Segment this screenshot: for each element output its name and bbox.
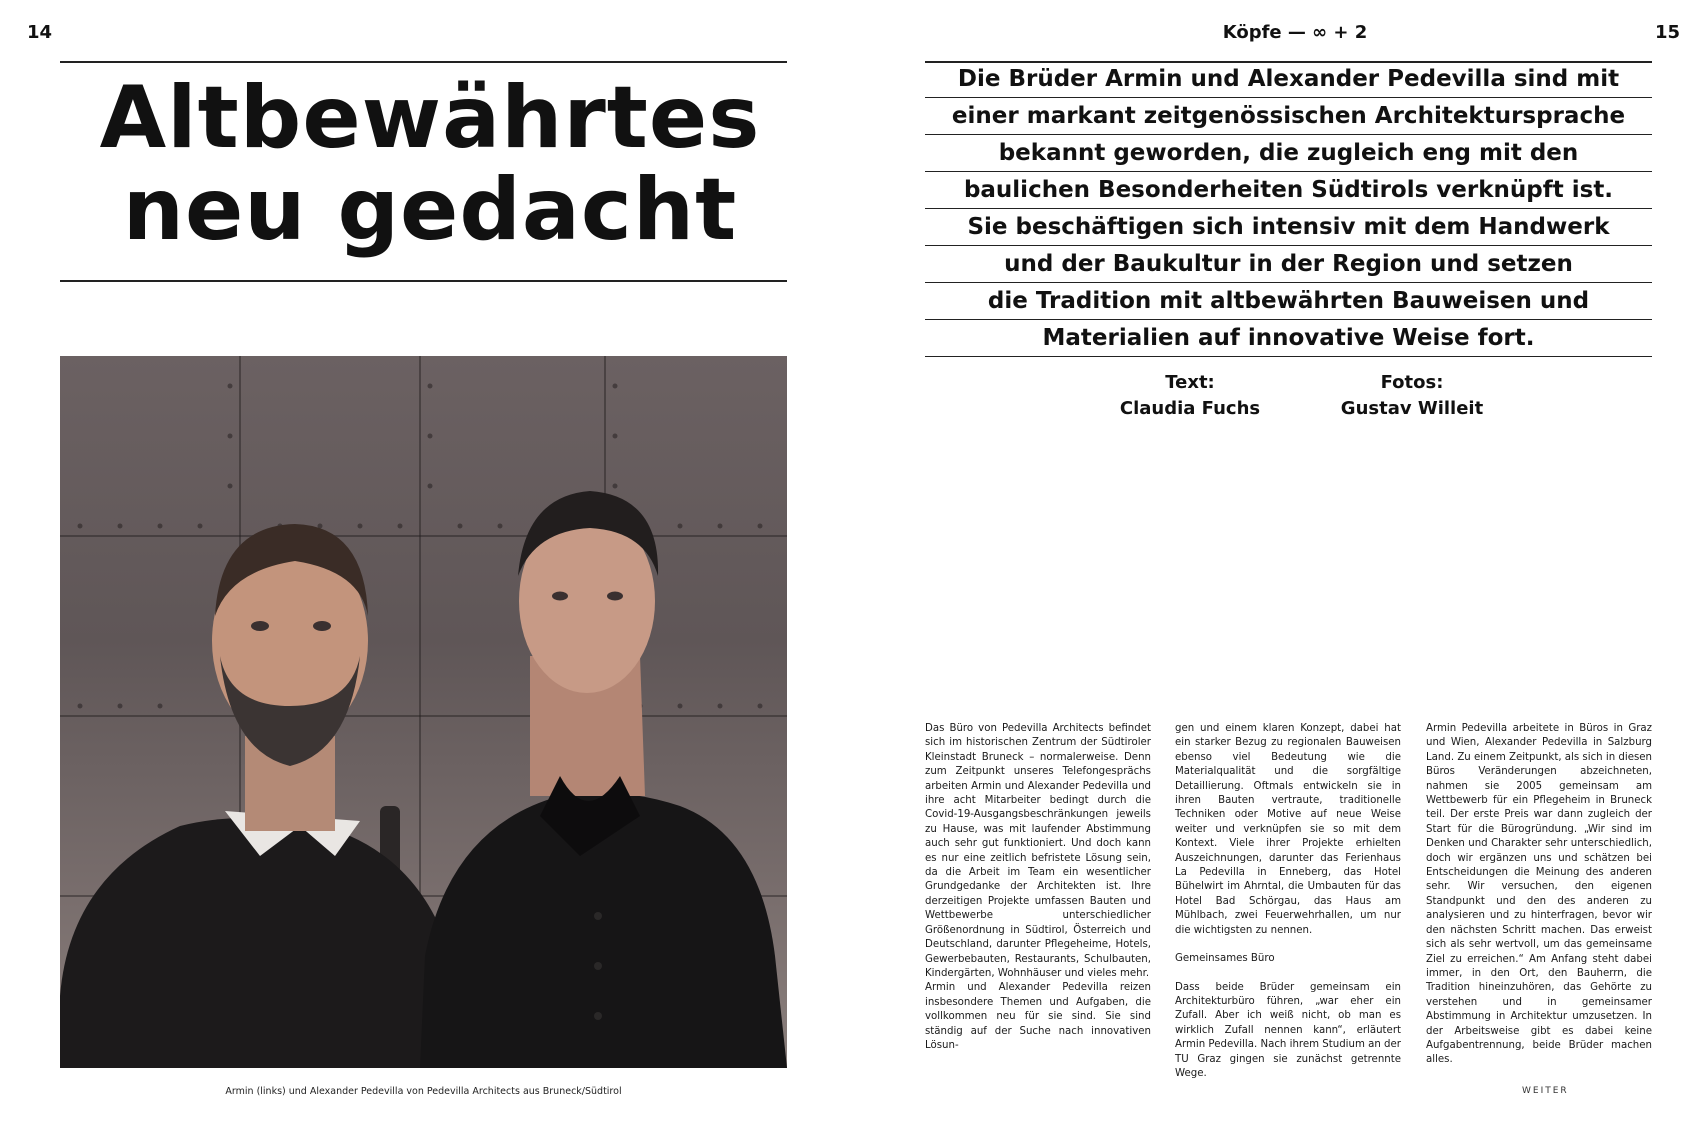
body-paragraph: Dass beide Brüder gemeinsam ein Architekturbüro führen, „war eher ein Zufall. Aber ich weiß nicht, ob man es wirklich Zufall nennen kann“, erläutert Armin Pedevilla. Nach ihrem Studium an der TU Graz gingen sie zunächst getrennte Wege. [1175, 981, 1401, 1079]
photo-caption: Armin (links) und Alexander Pedevilla von Pedevilla Architects aus Bruneck/Südtirol [225, 1086, 622, 1097]
running-head: Köpfe — ∞ + 2 [1222, 22, 1368, 43]
text-credit [1070, 370, 1310, 422]
headline-bottom-rule [60, 280, 787, 282]
portrait-illustration [60, 356, 787, 1068]
intro-line: die Tradition mit altbewährten Bauweisen und [925, 283, 1652, 320]
body-paragraph: Das Büro von Pedevilla Architects befindet sich im historischen Zentrum der Südtiroler Kleinstadt Bruneck – normalerweise. Denn zum Zeitpunkt unseres Telefongesprächs arbeiten Armin und Alexander Pedevilla und ihre acht Mitarbeiter bedingt durch die Covid-19-Ausgangsbeschränkungen jeweils zu Hause, was mit laufender Abstimmung auch sehr gut funktioniert. Und doch kann es nur eine zeitlich befristete Lösung sein, da die Arbeit im Team ein wesentlicher Grundgedanke der Architekten ist. Ihre derzeitigen Projekte umfassen Bauten und Wettbewerbe unterschiedlicher Größenordnung in Südtirol, Österreich und Deutschland, darunter Pflegeheime, Hotels, Gewerbebauten, Restaurants, Schulbauten, Kindergärten, Wohnhäuser und vieles mehr. [925, 723, 1151, 979]
intro-line: bekannt geworden, die zugleich eng mit den [925, 135, 1652, 172]
body-column-1 [925, 722, 1151, 1053]
intro-line: baulichen Besonderheiten Südtirols verknüpft ist. [925, 172, 1652, 209]
headline-top-rule [60, 61, 787, 63]
photo-credit-label: Fotos: [1380, 372, 1444, 393]
photo-credit [1292, 370, 1532, 422]
intro-text [925, 61, 1652, 357]
intro-line: Die Brüder Armin und Alexander Pedevilla sind mit [925, 61, 1652, 98]
intro-line: und der Baukultur in der Region und setzen [925, 246, 1652, 283]
body-column-3 [1426, 722, 1652, 1068]
body-column-2 [1175, 722, 1401, 1081]
body-paragraph: Armin und Alexander Pedevilla reizen insbesondere Themen und Aufgaben, die vollkommen neu für sie sind. Sie sind ständig auf der Suche nach innovativen Lösun- [925, 982, 1151, 1051]
section-subhead: Gemeinsames Büro [1175, 953, 1275, 965]
headline [60, 68, 800, 260]
text-credit-label: Text: [1165, 372, 1215, 393]
body-paragraph: gen und einem klaren Konzept, dabei hat ein starker Bezug zu regionalen Bauweisen ebenso viel Bedeutung wie die Materialqualität und die sorgfältige Detaillierung. Oftmals entwickeln sie in ihren Bauten vertraute, traditionelle Techniken oder Motive auf neue Weise weiter und verknüpfen sie so mit dem Kontext. Viele ihrer Projekte erhielten Auszeichnungen, darunter das Ferienhaus La Pedevilla in Enneberg, das Hotel Bühelwirt im Ahrntal, die Umbauten für das Hotel Bad Schörgau, das Haus am Mühlbach, zwei Feuerwehrhallen, um nur die wichtigsten zu nennen. [1175, 723, 1401, 936]
continue-label: WEITER [1522, 1086, 1569, 1096]
page-number-right: 15 [1655, 22, 1681, 43]
body-paragraph: Armin Pedevilla arbeitete in Büros in Graz und Wien, Alexander Pedevilla in Salzburg Land. Zu einem Zeitpunkt, als sich in diesen Büros Veränderungen abzeichneten, nahmen sie 2005 gemeinsam am Wettbewerb für ein Pflegeheim in Bruneck teil. Der erste Preis war dann zugleich der Start für die Bürogründung. „Wir sind im Denken und Charakter sehr unterschiedlich, doch wir ergänzen uns und schätzen bei Entscheidungen die Meinung des anderen sehr. Wir versuchen, den eigenen Standpunkt und den des anderen zu analysieren und zu hinterfragen, bevor wir den nächsten Schritt machen. Das erweist sich als sehr wertvoll, um das gemeinsame Ziel zu erreichen.“ Am Anfang steht dabei immer, in den Ort, den Bauherrn, die Tradition hineinzuhören, das Gehörte zu verstehen und in gemeinsamer Abstimmung in Architektur umzusetzen. In der Arbeitsweise gibt es dabei keine Aufgabentrennung, beide Brüder machen alles. [1426, 723, 1652, 1066]
headline-line-2: neu gedacht [122, 160, 738, 260]
portrait-photo [60, 356, 787, 1068]
text-credit-author: Claudia Fuchs [1119, 398, 1261, 419]
intro-line: einer markant zeitgenössischen Architektursprache [925, 98, 1652, 135]
intro-line: Sie beschäftigen sich intensiv mit dem Handwerk [925, 209, 1652, 246]
headline-line-1: Altbewährtes [99, 68, 761, 168]
page-number-left: 14 [27, 22, 53, 43]
photo-credit-author: Gustav Willeit [1340, 398, 1484, 419]
intro-line: Materialien auf innovative Weise fort. [925, 320, 1652, 357]
